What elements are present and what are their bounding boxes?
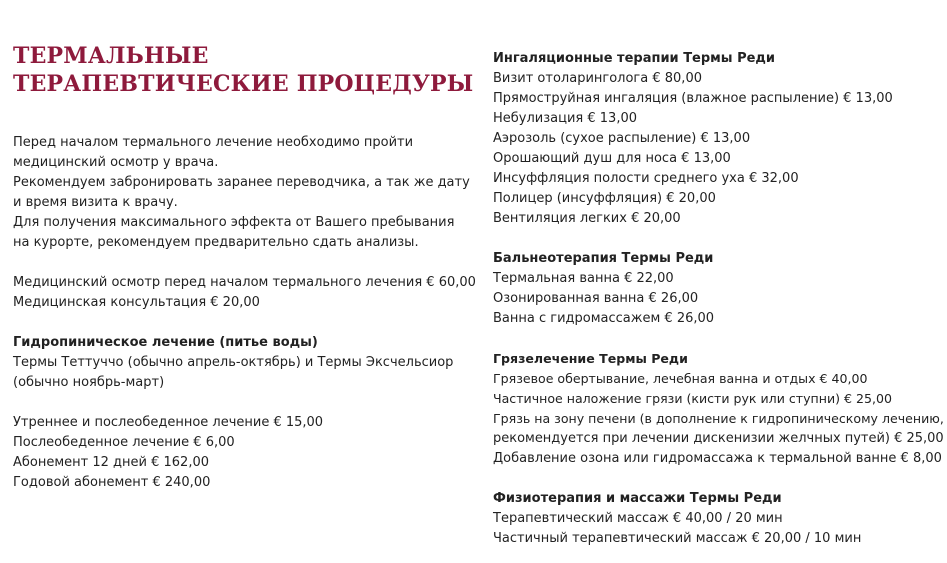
intro-line: и время визита к врачу.: [13, 195, 178, 210]
price-item: Орошающий душ для носа € 13,00: [493, 151, 731, 166]
price-item: Частичный терапевтический массаж € 20,00 / 10 мин: [493, 531, 862, 546]
price-item: Ванна с гидромассажем € 26,00: [493, 311, 715, 326]
price-item: Медицинский осмотр перед началом термального лечения € 60,00: [13, 275, 476, 290]
intro-text: [13, 133, 470, 253]
intro-line: медицинский осмотр у врача.: [13, 155, 219, 170]
price-item: Вентиляция легких € 20,00: [493, 211, 681, 226]
price-item: Добавление озона или гидромассажа к термальной ванне € 8,00: [493, 451, 942, 466]
price-item: Годовой абонемент € 240,00: [13, 475, 211, 490]
price-item: Грязь на зону печени (в дополнение к гидропиническому лечению,: [493, 411, 944, 426]
intro-line: Перед началом термального лечение необходимо пройти: [13, 135, 414, 150]
section-heading: Физиотерапия и массажи Термы Реди: [493, 491, 782, 506]
price-item: Утреннее и послеобеденное лечение € 15,00: [13, 415, 324, 430]
inhalation-section: [493, 49, 893, 229]
price-item: Полицер (инсуффляция) € 20,00: [493, 191, 716, 206]
price-item: Аэрозоль (сухое распыление) € 13,00: [493, 131, 751, 146]
price-item: рекомендуется при лечении дискенизии желчных путей) € 25,00: [493, 431, 944, 446]
section-heading: Бальнеотерапия Термы Реди: [493, 251, 714, 266]
section-description: Термы Теттуччо (обычно апрель-октябрь) и Термы Эксчельсиор: [13, 355, 454, 370]
price-item: Грязевое обертывание, лечебная ванна и отдых € 40,00: [493, 371, 868, 386]
page-title: [13, 42, 473, 98]
physio-section: [493, 489, 861, 549]
intro-line: Рекомендуем забронировать заранее переводчика, а так же дату: [13, 175, 470, 190]
page-title-line-2: ТЕРАПЕВТИЧЕСКИЕ ПРОЦЕДУРЫ: [13, 71, 474, 97]
intro-line: на курорте, рекомендуем предварительно сдать анализы.: [13, 235, 419, 250]
mud-section: [493, 349, 944, 469]
medical-section: [13, 273, 476, 313]
hydropinic-prices: [13, 413, 323, 493]
price-item: Термальная ванна € 22,00: [493, 271, 674, 286]
price-item: Инсуффляция полости среднего уха € 32,00: [493, 171, 799, 186]
price-item: Прямоструйная ингаляция (влажное распыление) € 13,00: [493, 91, 893, 106]
section-heading: Грязелечение Термы Реди: [493, 351, 688, 366]
price-item: Медицинская консультация € 20,00: [13, 295, 260, 310]
price-item: Терапевтический массаж € 40,00 / 20 мин: [493, 511, 783, 526]
price-item: Озонированная ванна € 26,00: [493, 291, 699, 306]
page-title-line-1: ТЕРМАЛЬНЫЕ: [13, 43, 209, 69]
price-item: Небулизация € 13,00: [493, 111, 637, 126]
price-item: Визит отоларинголога € 80,00: [493, 71, 702, 86]
balneo-section: [493, 249, 714, 329]
section-description: (обычно ноябрь-март): [13, 375, 165, 390]
section-heading: Гидропиническое лечение (питье воды): [13, 335, 318, 350]
price-item: Частичное наложение грязи (кисти рук или ступни) € 25,00: [493, 391, 892, 406]
intro-line: Для получения максимального эффекта от Вашего пребывания: [13, 215, 455, 230]
section-heading: Ингаляционные терапии Термы Реди: [493, 51, 776, 66]
price-item: Абонемент 12 дней € 162,00: [13, 455, 210, 470]
price-item: Послеобеденное лечение € 6,00: [13, 435, 235, 450]
hydropinic-section: [13, 333, 453, 393]
